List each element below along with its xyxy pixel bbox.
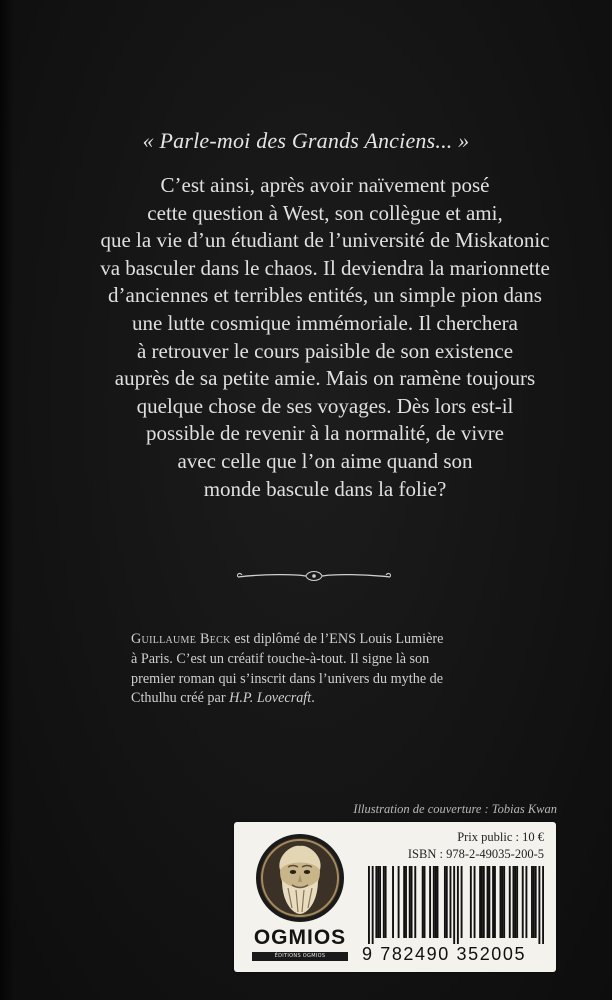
barcode-bar xyxy=(516,866,518,938)
blurb-line: C’est ainsi, après avoir naïvement posé xyxy=(160,173,490,197)
barcode-bar xyxy=(500,866,502,938)
barcode-bar xyxy=(446,866,448,938)
barcode-bar xyxy=(531,866,533,938)
bearded-face-medallion-icon xyxy=(248,830,352,926)
publisher-name: OGMIOS xyxy=(253,926,347,949)
price-barcode-sticker xyxy=(234,822,556,972)
blurb-line: possible de revenir à la normalité, de vivre xyxy=(145,421,505,446)
author-name: Guillaume Beck xyxy=(131,631,231,647)
barcode-bar xyxy=(453,866,455,944)
publisher-logo xyxy=(248,830,352,964)
barcode-bar xyxy=(398,866,400,938)
barcode-bar xyxy=(429,866,431,938)
barcode-bar xyxy=(414,866,416,938)
barcode-bar xyxy=(522,866,524,938)
barcode xyxy=(368,866,544,944)
barcode-bar xyxy=(375,866,377,938)
barcode-bar xyxy=(481,866,483,938)
barcode-bar xyxy=(403,866,405,938)
barcode-bar xyxy=(379,866,381,938)
blurb-line: à retrouver le cours paisible de son existence xyxy=(136,338,514,363)
blurb-line: cette question à West, son collègue et ami, xyxy=(147,200,503,225)
barcode-bar xyxy=(535,866,537,938)
barcode-bar xyxy=(433,866,435,938)
barcode-number: 9 782490 352005 xyxy=(362,944,527,964)
barcode-bar xyxy=(470,866,472,938)
barcode-bar xyxy=(533,866,535,938)
bio-text: . xyxy=(311,690,315,707)
blurb-line: quelque chose de ses voyages. Dès lors est-il xyxy=(136,393,514,418)
blurb-line: va basculer dans le chaos. Il deviendra la marionnette xyxy=(100,255,550,280)
blurb-line: avec celle que l’on aime quand son xyxy=(177,448,473,473)
divider-flourish-icon xyxy=(234,564,394,588)
author-bio xyxy=(131,630,551,709)
barcode-bar xyxy=(383,866,385,938)
barcode-bar xyxy=(422,866,424,938)
barcode-bar xyxy=(411,866,413,938)
barcode-bar xyxy=(424,866,426,938)
barcode-bar xyxy=(457,866,459,944)
barcode-bar xyxy=(450,866,452,938)
bio-line: à Paris. C’est un créatif touche-à-tout. Il signe là son xyxy=(131,650,430,667)
barcode-bar xyxy=(392,866,394,938)
blurb-line: une lutte cosmique immémoriale. Il cherchera xyxy=(131,310,518,335)
publisher-tagline: ÉDITIONS OGMIOS xyxy=(252,952,348,961)
blurb-line: monde bascule dans la folie? xyxy=(203,476,447,501)
blurb-line: d’anciennes et terribles entités, un simple pion dans xyxy=(108,283,542,308)
barcode-bar xyxy=(409,866,411,938)
barcode-bar xyxy=(501,866,503,938)
back-cover-blurb xyxy=(100,172,550,503)
barcode-bar xyxy=(435,866,437,938)
barcode-bar xyxy=(377,866,379,938)
barcode-bar xyxy=(483,866,485,938)
barcode-bar xyxy=(492,866,494,938)
bio-text: Cthulhu créé par xyxy=(131,690,230,707)
barcode-bar xyxy=(513,866,515,938)
barcode-bar xyxy=(368,866,370,944)
blurb-line: auprès de sa petite amie. Mais on ramène toujours xyxy=(114,366,536,391)
barcode-bar xyxy=(372,866,374,944)
barcode-bar xyxy=(542,866,544,944)
barcode-bar xyxy=(474,866,476,938)
blurb-line: que la vie d’un étudiant de l’université de Miskatonic xyxy=(100,228,550,253)
bio-text: est diplômé de l’ENS Louis Lumière xyxy=(230,631,444,647)
barcode-bar xyxy=(525,866,527,938)
barcode-bar xyxy=(538,866,540,944)
barcode-bar xyxy=(385,866,387,938)
barcode-bar xyxy=(488,866,490,938)
barcode-bar xyxy=(494,866,496,938)
barcode-bar xyxy=(503,866,505,938)
barcode-bar xyxy=(405,866,407,938)
barcode-bar xyxy=(444,866,446,938)
isbn-label: ISBN : 978-2-49035-200-5 xyxy=(407,847,544,861)
barcode-bar xyxy=(461,866,463,938)
barcode-bar xyxy=(509,866,511,938)
barcode-bar xyxy=(479,866,481,938)
bio-line xyxy=(131,689,551,709)
bio-line xyxy=(131,630,551,650)
barcode-bar xyxy=(514,866,516,938)
illustration-credit: Illustration de couverture : Tobias Kwan xyxy=(353,802,557,816)
barcode-bar xyxy=(437,866,439,938)
price-label: Prix public : 10 € xyxy=(457,830,544,844)
bio-line: premier roman qui s’inscrit dans l’univers du mythe de xyxy=(131,670,444,687)
lovecraft-name: H.P. Lovecraft xyxy=(229,690,312,707)
barcode-bar xyxy=(487,866,489,938)
tagline-quote: « Parle-moi des Grands Anciens... » xyxy=(142,128,470,153)
